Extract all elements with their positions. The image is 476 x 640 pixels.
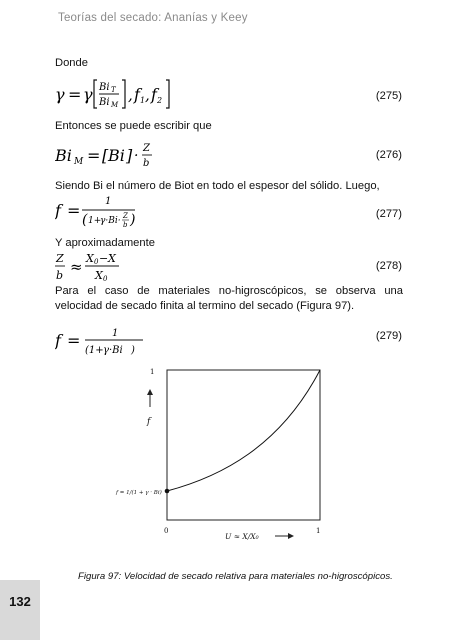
svg-text:): ) (130, 212, 136, 228)
svg-text:1: 1 (140, 96, 146, 105)
svg-text:b: b (123, 221, 128, 229)
x-axis-label: U ≈ X/X₀ (225, 532, 259, 541)
svg-text:(: ( (82, 212, 88, 228)
svg-text:γ: γ (55, 85, 65, 104)
equation-number-278: (278) (375, 260, 402, 272)
equation-276 (55, 138, 165, 176)
svg-text:f: f (151, 85, 157, 104)
svg-text:): ) (131, 345, 135, 356)
svg-text:X: X (108, 252, 116, 265)
svg-text:=: = (87, 146, 101, 165)
y-axis-arrowhead (147, 389, 153, 395)
svg-text:X: X (95, 269, 103, 282)
equation-277 (55, 192, 165, 234)
svg-text:=: = (68, 85, 82, 104)
svg-text:M: M (74, 157, 84, 167)
svg-text:f: f (55, 331, 61, 350)
page-number: 132 (9, 594, 31, 609)
y-axis-label: f (147, 417, 151, 427)
y-intercept-label: f = 1/(1 + γ · Bi) (116, 490, 162, 496)
svg-text:f: f (55, 201, 61, 220)
equation-278 (55, 249, 165, 289)
svg-text:b: b (56, 269, 64, 282)
x-end-label: 1 (316, 527, 321, 535)
svg-text:Bi: Bi (108, 146, 125, 165)
svg-text:Z: Z (56, 252, 64, 265)
x-origin-label: 0 (164, 527, 169, 535)
figure-caption: Figura 97: Velocidad de secado relativa para materiales no-higroscópicos. (78, 571, 393, 582)
paragraph-para: Para el caso de materiales no-higroscópicos, se observa una velocidad de secado finita al termino del secado (Figura 97). (55, 285, 403, 312)
equation-number-277: (277) (375, 208, 402, 220)
svg-text:]: ] (126, 146, 133, 165)
svg-text:b: b (143, 158, 150, 169)
svg-text:X: X (86, 252, 94, 265)
svg-text:0: 0 (103, 275, 108, 283)
paragraph-aprox: Y aproximadamente (55, 237, 155, 249)
svg-text:1+: 1+ (88, 216, 102, 226)
svg-text:1: 1 (105, 196, 112, 207)
svg-text:γ·Bi: γ·Bi (103, 345, 123, 356)
svg-text:Bi: Bi (99, 97, 110, 108)
figure-97 (110, 362, 340, 557)
svg-text:T: T (111, 86, 116, 94)
intercept-point (165, 489, 170, 494)
x-axis-arrowhead (288, 533, 294, 539)
svg-text:−: − (99, 252, 109, 265)
svg-text:0: 0 (94, 258, 99, 266)
svg-text:Z: Z (123, 212, 128, 220)
svg-text:f: f (134, 85, 140, 104)
svg-text:(1+: (1+ (85, 345, 104, 356)
paragraph-donde: Donde (55, 57, 88, 69)
svg-text:M: M (111, 101, 119, 109)
svg-text:,: , (145, 86, 150, 104)
plot-frame (167, 370, 320, 520)
y-top-tick: 1 (150, 368, 155, 376)
svg-text:Bi: Bi (99, 82, 110, 93)
equation-number-276: (276) (375, 149, 402, 161)
page-number-tab (0, 580, 40, 640)
svg-text:≈: ≈ (70, 258, 83, 276)
equation-number-279: (279) (375, 330, 402, 342)
svg-text:γ: γ (83, 85, 93, 104)
svg-text:,: , (128, 86, 133, 104)
drying-rate-curve (167, 370, 320, 491)
equation-number-275: (275) (375, 90, 402, 102)
svg-text:Z: Z (143, 143, 150, 154)
svg-text:=: = (67, 331, 81, 350)
svg-text:1: 1 (112, 328, 119, 339)
paragraph-siendo: Siendo Bi el número de Biot en todo el espesor del sólido. Luego, (55, 180, 380, 192)
svg-text:·: · (134, 148, 139, 164)
svg-text:[: [ (102, 146, 109, 165)
paragraph-entonces: Entonces se puede escribir que (55, 120, 212, 132)
equation-279 (55, 326, 165, 364)
svg-text:Bi: Bi (55, 146, 72, 165)
equation-275 (55, 76, 175, 116)
running-head: Teorías del secado: Ananías y Keey (58, 12, 248, 24)
svg-text:γ·Bi·: γ·Bi· (100, 216, 121, 226)
svg-text:2: 2 (157, 96, 163, 105)
svg-text:=: = (67, 201, 81, 220)
